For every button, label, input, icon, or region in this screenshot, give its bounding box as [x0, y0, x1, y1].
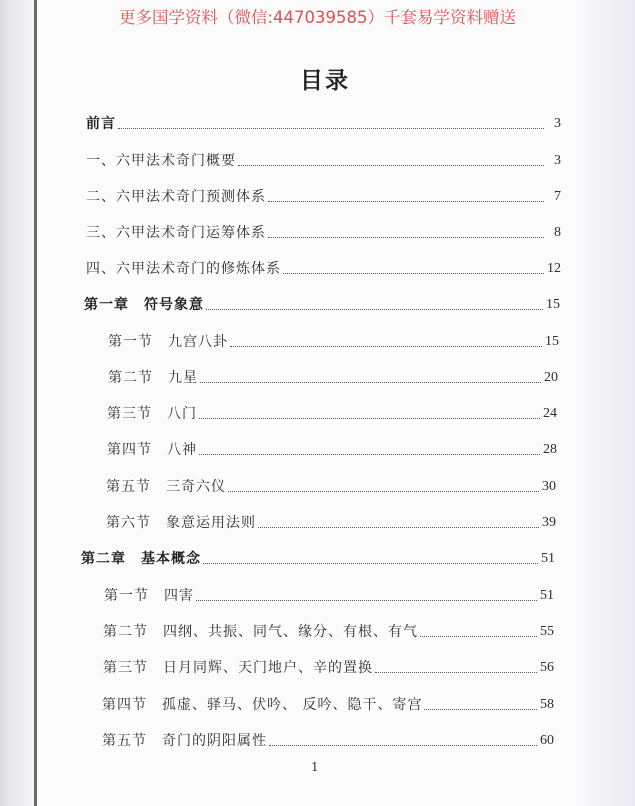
toc-entry-page: 24	[543, 406, 557, 421]
toc-entry-chapter-1[interactable]	[84, 296, 560, 314]
dot-leader	[118, 128, 544, 129]
toc-entry-label: 第一节 四害	[104, 588, 194, 604]
dot-leader	[420, 636, 537, 637]
toc-entry-label: 前言	[86, 116, 116, 132]
toc-entry-ch2-sec4[interactable]	[102, 696, 554, 714]
dot-leader	[283, 273, 544, 274]
toc-entry-preface[interactable]	[86, 115, 561, 133]
toc-entry-label: 第二节 九星	[108, 370, 198, 386]
toc-entry-ch1-sec5[interactable]	[106, 478, 556, 496]
dot-leader	[200, 382, 541, 383]
toc-entry-label: 第四节 孤虚、驿马、伏吟、 反吟、隐干、寄宫	[102, 697, 423, 713]
toc-entry-page: 56	[540, 660, 554, 675]
toc-entry-label: 第二节 四纲、共振、同气、缘分、有根、有气	[103, 624, 418, 640]
toc-entry-page: 7	[554, 189, 561, 204]
toc-entry-ch1-sec4[interactable]	[107, 441, 557, 459]
toc-entry-strategy-system[interactable]	[86, 224, 561, 242]
toc-entry-cultivation-system[interactable]	[86, 260, 561, 278]
toc-entry-label: 二、六甲法术奇门预测体系	[86, 189, 266, 205]
toc-entry-page: 60	[540, 733, 554, 748]
toc-entry-ch1-sec1[interactable]	[108, 333, 559, 351]
toc-entry-label: 第四节 八神	[107, 442, 197, 458]
toc-entry-page: 55	[540, 624, 554, 639]
toc-entry-page: 58	[540, 697, 554, 712]
dot-leader	[424, 709, 537, 710]
dot-leader	[199, 454, 540, 455]
toc-entry-ch1-sec6[interactable]	[106, 514, 556, 532]
dot-leader	[238, 165, 544, 166]
dot-leader	[268, 201, 544, 202]
toc-entry-page: 3	[554, 116, 561, 131]
watermark-text: 更多国学资料（微信:447039585）千套易学资料赠送	[118, 8, 517, 27]
toc-entry-page: 15	[546, 297, 560, 312]
footer-page-number: 1	[311, 760, 319, 774]
dot-leader	[228, 491, 539, 492]
toc-entry-ch1-sec2[interactable]	[108, 369, 558, 387]
toc-entry-chapter-2[interactable]	[81, 550, 555, 568]
toc-entry-ch2-sec1[interactable]	[104, 587, 554, 605]
toc-entry-overview[interactable]	[86, 152, 561, 170]
toc-entry-page: 39	[542, 515, 556, 530]
toc-entry-ch2-sec5[interactable]	[102, 732, 554, 750]
toc-entry-page: 51	[541, 551, 555, 566]
dot-leader	[230, 346, 542, 347]
dot-leader	[206, 309, 543, 310]
toc-entry-page: 28	[543, 442, 557, 457]
toc-entry-page: 3	[554, 153, 561, 168]
dot-leader	[269, 745, 537, 746]
toc-entry-label: 四、六甲法术奇门的修炼体系	[86, 261, 281, 277]
dot-leader	[258, 527, 539, 528]
toc-entry-label: 第六节 象意运用法则	[106, 515, 256, 531]
dot-leader	[203, 563, 538, 564]
toc-entry-page: 8	[554, 225, 561, 240]
toc-entry-page: 12	[547, 261, 561, 276]
toc-entry-page: 15	[545, 334, 559, 349]
toc-entry-label: 第一章 符号象意	[84, 297, 204, 313]
dot-leader	[196, 600, 537, 601]
toc-entry-ch1-sec3[interactable]	[107, 405, 557, 423]
toc-entry-prediction-system[interactable]	[86, 188, 561, 206]
toc-entry-label: 第一节 九宫八卦	[108, 334, 228, 350]
toc-entry-page: 30	[542, 479, 556, 494]
dot-leader	[268, 237, 544, 238]
toc-entry-ch2-sec3[interactable]	[103, 659, 554, 677]
dot-leader	[375, 672, 537, 673]
toc-entry-ch2-sec2[interactable]	[103, 623, 554, 641]
toc-entry-label: 三、六甲法术奇门运筹体系	[86, 225, 266, 241]
toc-entry-page: 51	[540, 588, 554, 603]
toc-entry-label: 第二章 基本概念	[81, 551, 201, 567]
dot-leader	[199, 418, 540, 419]
toc-entry-page: 20	[544, 370, 558, 385]
toc-entry-label: 第三节 日月同辉、天门地户、辛的置换	[103, 660, 373, 676]
toc-entry-label: 第五节 奇门的阴阳属性	[102, 733, 267, 749]
toc-entry-label: 一、六甲法术奇门概要	[86, 153, 236, 169]
toc-title: 目录	[300, 68, 350, 94]
toc-entry-label: 第三节 八门	[107, 406, 197, 422]
toc-entry-label: 第五节 三奇六仪	[106, 479, 226, 495]
